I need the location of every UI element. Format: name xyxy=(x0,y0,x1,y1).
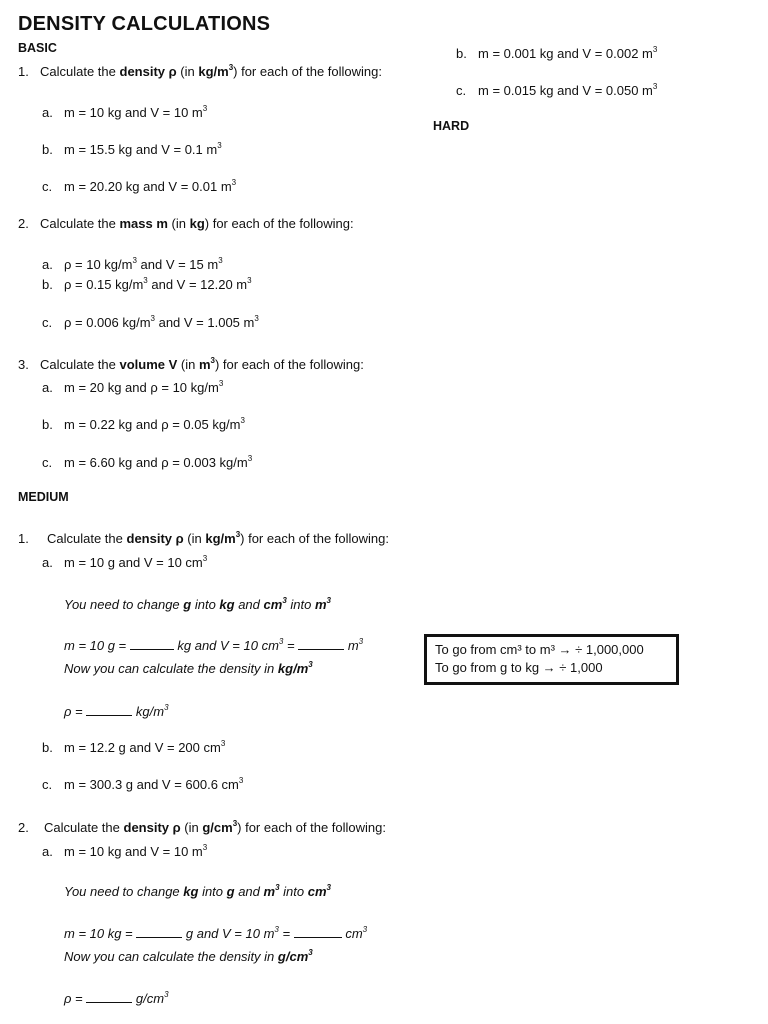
basic-q2-item-b: b. ρ = 0.15 $kg/m^3$ and V = 12.20 $m^3$ xyxy=(42,276,252,292)
medium-q1-now-calculate: Now you can calculate the density in $kg/m^3$ xyxy=(64,660,313,676)
answer-blank[interactable] xyxy=(86,705,132,716)
medium-q1-item-c: c. m = 300.3 g and V = 600.6 $cm^3$ xyxy=(42,776,244,792)
medium-q2-rho-answer: $\rho = g/cm^3$ xyxy=(64,990,169,1006)
basic-q3-item-c: c. m = 6.60 kg and ρ = 0.003 $kg/m^3$ xyxy=(42,454,253,470)
answer-blank[interactable] xyxy=(86,992,132,1003)
page-title: DENSITY CALCULATIONS xyxy=(18,13,271,35)
basic-q3-item-b: b. m = 0.22 kg and ρ = 0.05 $kg/m^3$ xyxy=(42,416,245,432)
answer-blank[interactable] xyxy=(130,639,174,650)
basic-q3-item-a: a. m = 20 kg and ρ = 10 $kg/m^3$ xyxy=(42,379,224,395)
basic-q1-item-b: b. m = 15.5 kg and V = 0.1 $m^3$ xyxy=(42,141,222,157)
basic-q3-right-item-b: b. m = 0.001 kg and V = 0.002 $m^3$ xyxy=(456,45,658,61)
section-heading-basic: BASIC xyxy=(18,41,57,55)
tip-line-volume: To go from cm³ to m³ → ÷ 1,000,000 xyxy=(435,642,644,657)
medium-q2-item-a: a. m = 10 kg and V = 10 $m^3$ xyxy=(42,843,208,859)
basic-question-1: 1. Calculate the density ρ (in $kg/m^3$) for each of the following: xyxy=(18,63,382,79)
basic-q3-right-item-c: c. m = 0.015 kg and V = 0.050 $m^3$ xyxy=(456,82,658,98)
basic-q1-item-a: a. m = 10 kg and V = 10 $m^3$ xyxy=(42,104,208,120)
conversion-tip-box xyxy=(424,634,679,685)
section-heading-medium: MEDIUM xyxy=(18,490,69,504)
basic-question-3: 3. Calculate the volume V (in $m^3$) for each of the following: xyxy=(18,356,364,372)
answer-blank[interactable] xyxy=(136,927,182,938)
answer-blank[interactable] xyxy=(294,927,342,938)
medium-q2-hint: You need to change kg into g and $m^3$ into $cm^3$ xyxy=(64,883,331,899)
medium-q2-now-calculate: Now you can calculate the density in $g/cm^3$ xyxy=(64,948,313,964)
medium-q1-item-b: b. m = 12.2 g and V = 200 $cm^3$ xyxy=(42,739,226,755)
medium-q1-item-a: a. m = 10 g and V = 10 $cm^3$ xyxy=(42,554,208,570)
answer-blank[interactable] xyxy=(298,639,344,650)
medium-q1-hint: You need to change g into kg and $cm^3$ into $m^3$ xyxy=(64,596,331,612)
medium-q1-conversion: m = 10 g = kg and V = 10 $cm^3 = m^3$ xyxy=(64,637,364,653)
basic-q2-item-c: c. ρ = 0.006 $kg/m^3$ and V = 1.005 $m^3$ xyxy=(42,314,259,330)
medium-q1-rho-answer: $\rho = kg/m^3$ xyxy=(64,703,169,719)
section-heading-hard: HARD xyxy=(433,119,470,133)
tip-line-mass: To go from g to kg → ÷ 1,000 xyxy=(435,660,603,675)
medium-question-1: 1. Calculate the density ρ (in $kg/m^3$) for each of the following: xyxy=(18,530,389,546)
basic-q1-item-c: c. m = 20.20 kg and V = 0.01 $m^3$ xyxy=(42,178,237,194)
medium-q2-conversion: m = 10 kg = g and V = 10 $m^3 = cm^3$ xyxy=(64,925,368,941)
medium-question-2: 2. Calculate the density ρ (in $g/cm^3$) for each of the following: xyxy=(18,819,386,835)
basic-question-2: 2. Calculate the mass m (in kg) for each of the following: xyxy=(18,216,354,231)
basic-q2-item-a: a. ρ = 10 $kg/m^3$ and V = 15 $m^3$ xyxy=(42,256,223,272)
